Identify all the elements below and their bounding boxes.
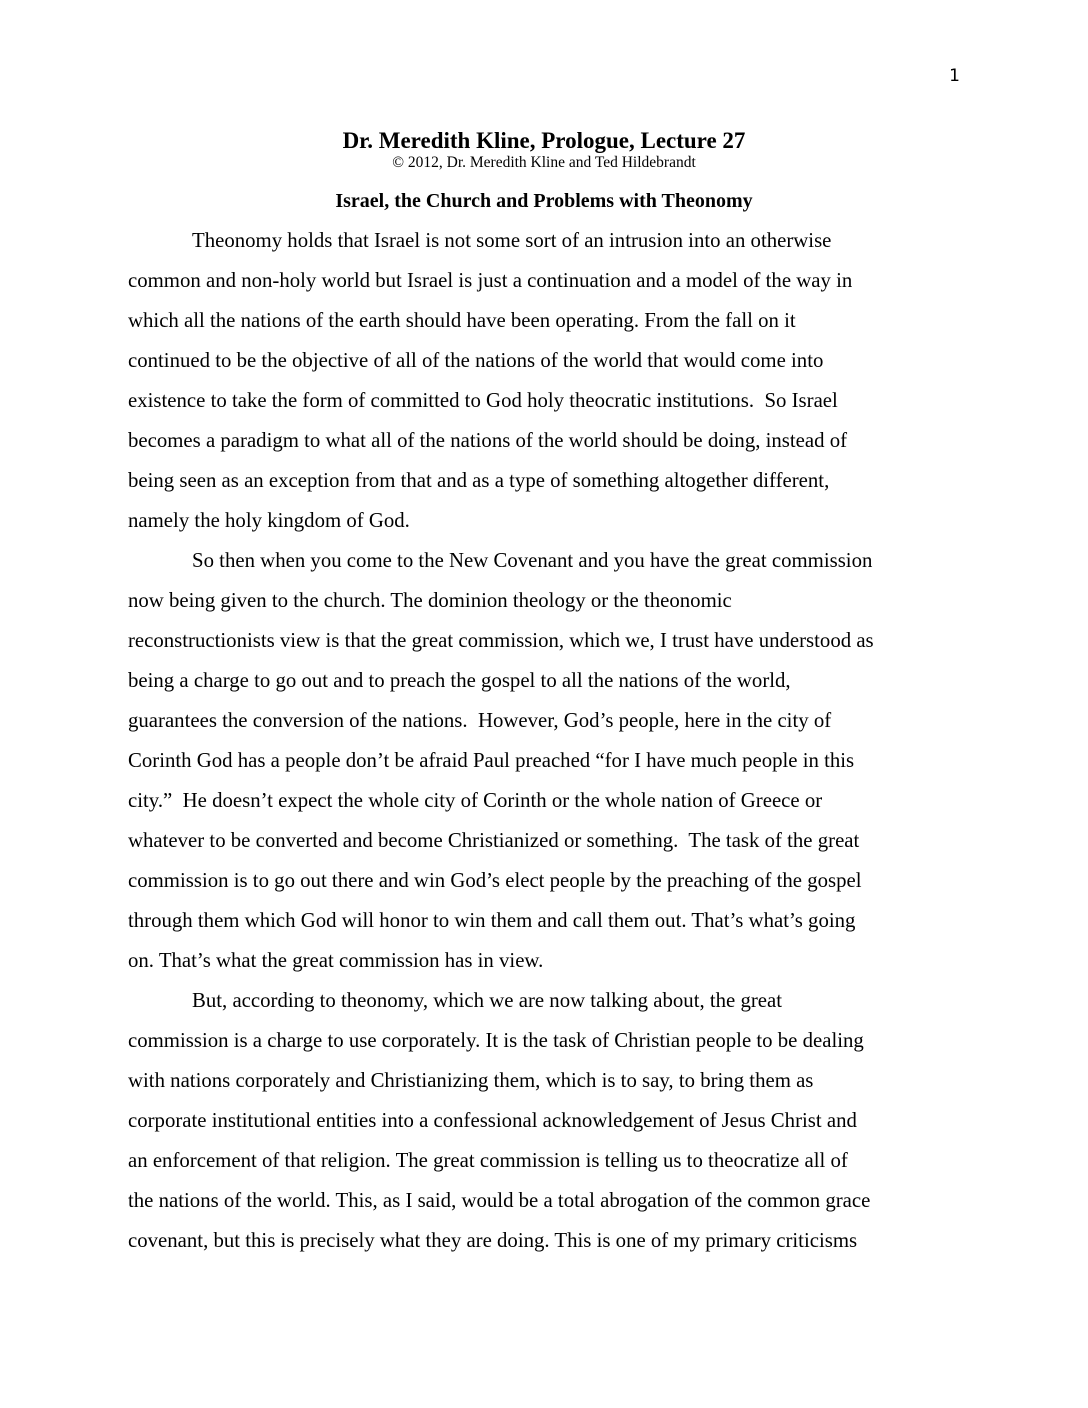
document-title: Dr. Meredith Kline, Prologue, Lecture 27	[342, 128, 746, 153]
text-line: becomes a paradigm to what all of the nations of the world should be doing, instead of	[128, 429, 848, 452]
text-line: through them which God will honor to win them and call them out. That’s what’s going	[128, 909, 856, 932]
text-line: being a charge to go out and to preach the gospel to all the nations of the world,	[128, 669, 791, 692]
text-line: on. That’s what the great commission has in view.	[128, 949, 544, 972]
paragraph	[128, 981, 960, 1261]
paragraph	[128, 541, 960, 981]
text-line: common and non-holy world but Israel is just a continuation and a model of the way in	[128, 269, 853, 292]
document-subtitle: Israel, the Church and Problems with Theonomy	[335, 190, 753, 212]
text-line: But, according to theonomy, which we are now talking about, the great	[192, 989, 783, 1012]
text-line: existence to take the form of committed to God holy theocratic institutions. So Israel	[128, 389, 838, 412]
text-line: Theonomy holds that Israel is not some sort of an intrusion into an otherwise	[192, 229, 832, 252]
text-line: an enforcement of that religion. The great commission is telling us to theocratize all of	[128, 1149, 848, 1172]
text-line: whatever to be converted and become Christianized or something. The task of the great	[128, 829, 860, 852]
text-line: Corinth God has a people don’t be afraid Paul preached “for I have much people in this	[128, 749, 855, 772]
paragraph	[128, 221, 960, 541]
text-line: the nations of the world. This, as I said, would be a total abrogation of the common grace	[128, 1189, 871, 1212]
text-line: corporate institutional entities into a confessional acknowledgement of Jesus Christ and	[128, 1109, 857, 1132]
text-line: reconstructionists view is that the great commission, which we, I trust have understood as	[128, 629, 874, 652]
text-line: So then when you come to the New Covenant and you have the great commission	[192, 549, 873, 572]
copyright-notice: © 2012, Dr. Meredith Kline and Ted Hildebrandt	[392, 154, 696, 171]
document-body	[128, 221, 960, 1261]
text-line: city.” He doesn’t expect the whole city of Corinth or the whole nation of Greece or	[128, 789, 823, 812]
text-line: now being given to the church. The dominion theology or the theonomic	[128, 589, 732, 612]
text-line: continued to be the objective of all of the nations of the world that would come into	[128, 349, 824, 372]
text-line: namely the holy kingdom of God.	[128, 509, 410, 532]
text-line: guarantees the conversion of the nations. However, God’s people, here in the city of	[128, 709, 832, 732]
text-line: covenant, but this is precisely what they are doing. This is one of my primary criticisms	[128, 1229, 858, 1252]
text-line: with nations corporately and Christianizing them, which is to say, to bring them as	[128, 1069, 814, 1092]
text-line: commission is a charge to use corporately. It is the task of Christian people to be dealing	[128, 1029, 864, 1052]
text-line: which all the nations of the earth should have been operating. From the fall on it	[128, 309, 796, 332]
text-line: commission is to go out there and win God’s elect people by the preaching of the gospel	[128, 869, 862, 892]
page-number: 1	[949, 66, 960, 86]
text-line: being seen as an exception from that and as a type of something altogether different,	[128, 469, 830, 492]
